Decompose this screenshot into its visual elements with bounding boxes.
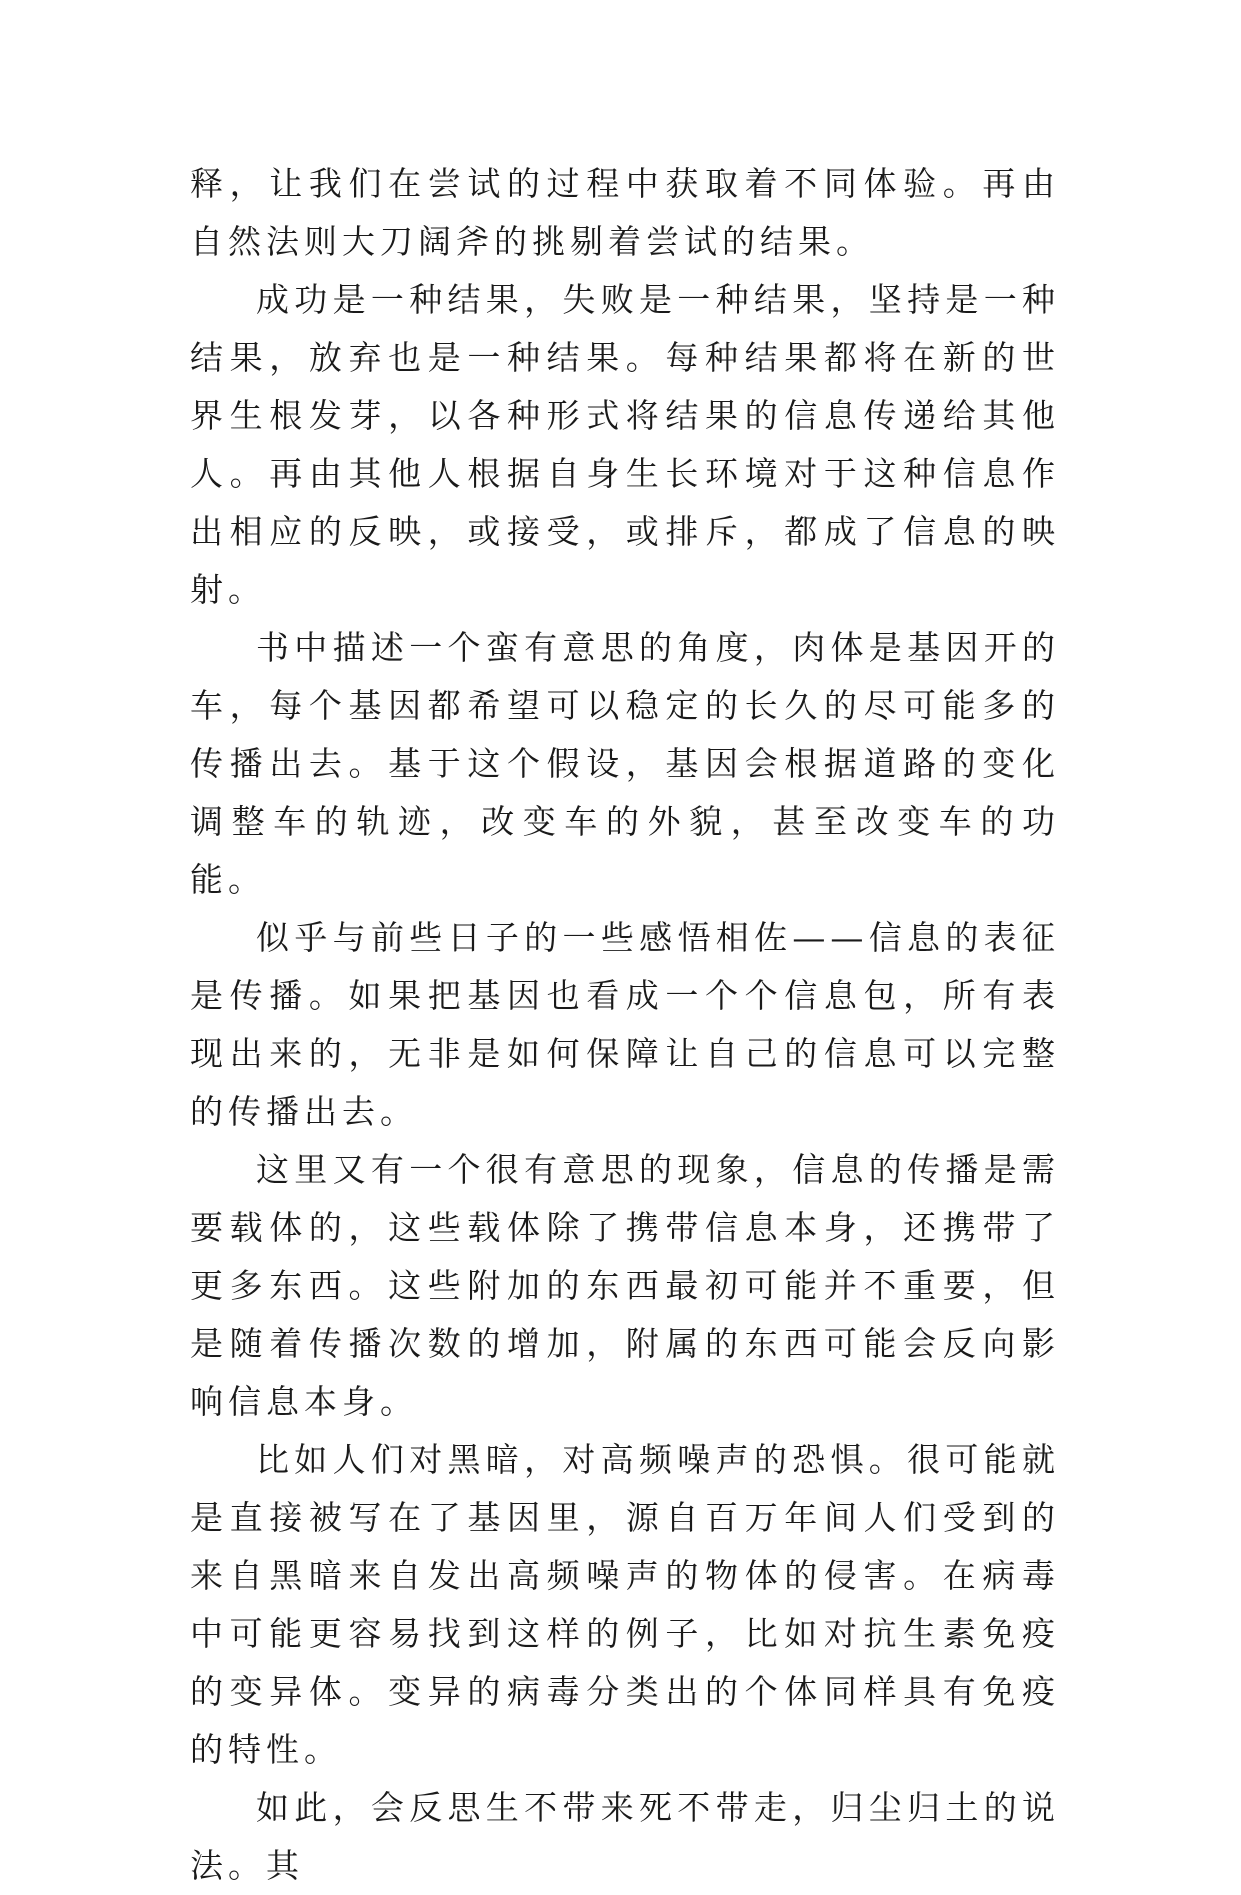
paragraph-information-spread: 似乎与前些日子的一些感悟相佐——信息的表征是传播。如果把基因也看成一个个信息包，所有表现出来的，无非是如何保障让自己的信息可以完整的传播出去。 — [190, 918, 1060, 1131]
paragraph-example: 比如人们对黑暗，对高频噪声的恐惧。很可能就是直接被写在了基因里，源自百万年间人们受到的来自黑暗来自发出高频噪声的物体的侵害。在病毒中可能更容易找到这样的例子，比如对抗生素免疫的变异体。变异的病毒分类出的个体同样具有免疫的特性。 — [190, 1440, 1060, 1769]
paragraph-carrier: 这里又有一个很有意思的现象，信息的传播是需要载体的，这些载体除了携带信息本身，还携带了更多东西。这些附加的东西最初可能并不重要，但是随着传播次数的增加，附属的东西可能会反向影响信息本身。 — [190, 1150, 1060, 1421]
paragraph-reflection: 如此，会反思生不带来死不带走，归尘归土的说法。其 — [190, 1788, 1060, 1885]
body-text — [190, 155, 1060, 1895]
paragraph-gene-car: 书中描述一个蛮有意思的角度，肉体是基因开的车，每个基因都希望可以稳定的长久的尽可能多的传播出去。基于这个假设，基因会根据道路的变化调整车的轨迹，改变车的外貌，甚至改变车的功能。 — [190, 628, 1060, 899]
paragraph-continuation: 释，让我们在尝试的过程中获取着不同体验。再由自然法则大刀阔斧的挑剔着尝试的结果。 — [190, 164, 1060, 261]
paragraph-results: 成功是一种结果，失败是一种结果，坚持是一种结果，放弃也是一种结果。每种结果都将在新的世界生根发芽，以各种形式将结果的信息传递给其他人。再由其他人根据自身生长环境对于这种信息作出相应的反映，或接受，或排斥，都成了信息的映射。 — [190, 280, 1060, 609]
